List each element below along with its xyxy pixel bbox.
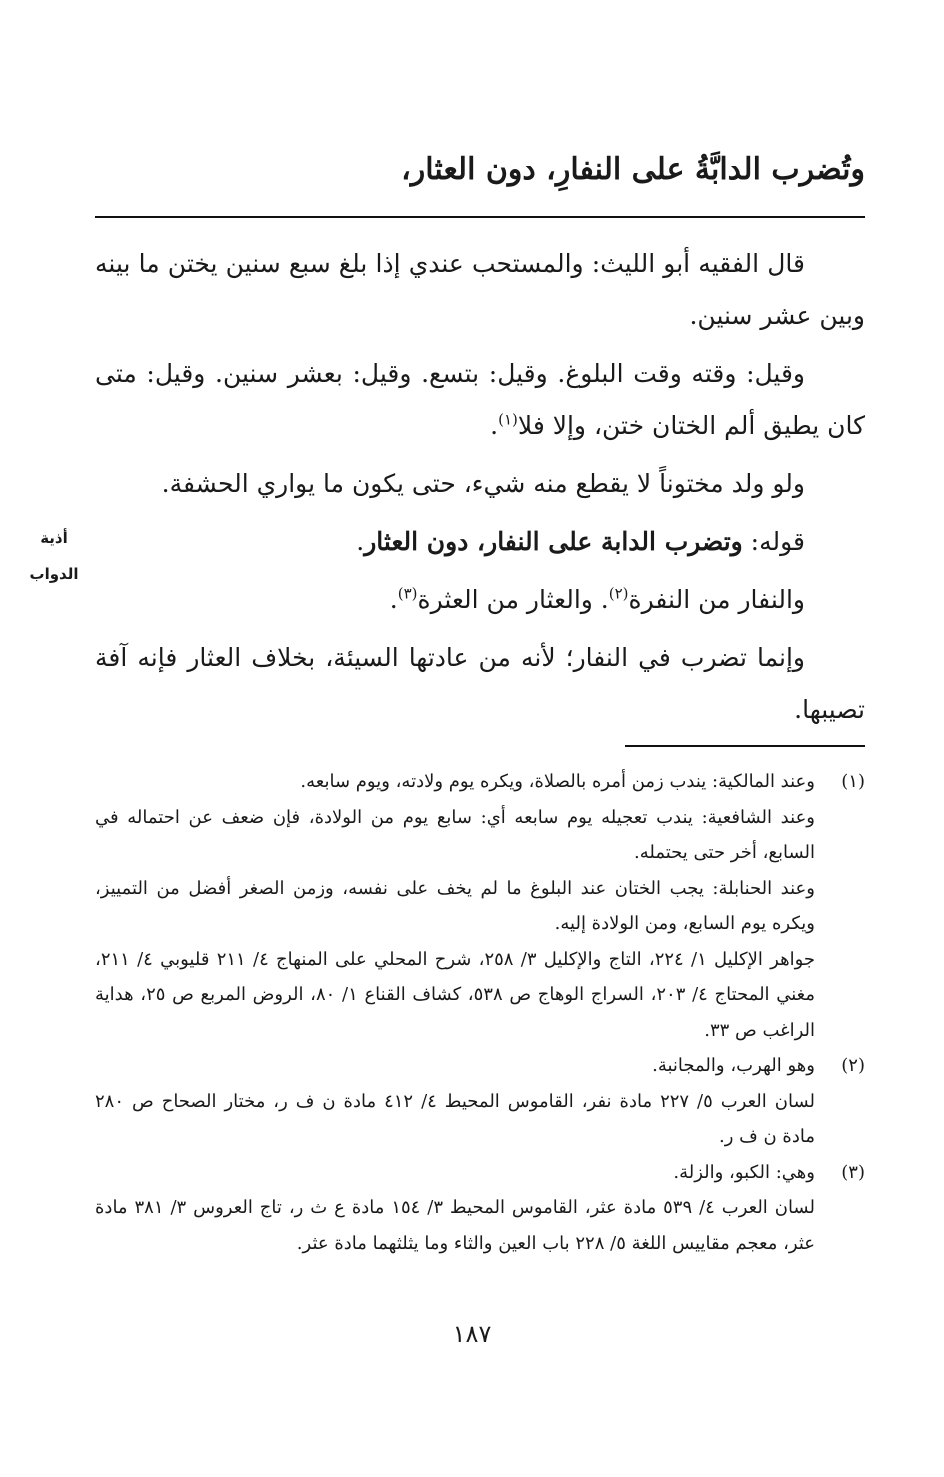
footnote-divider bbox=[625, 745, 865, 747]
footnote-ref-1[interactable]: (١) bbox=[498, 410, 518, 429]
footnote-1-line: وعند المالكية: يندب زمن أمره بالصلاة، ويكره يوم ولادته، ويوم سابعه. bbox=[300, 771, 815, 792]
footnote-2-line: لسان العرب ٥/ ٢٢٧ مادة نفر، القاموس المحيط ٤/ ٤١٢ مادة ن ف ر، مختار الصحاح ص ٢٨٠ مادة ن ف ر. bbox=[95, 1090, 815, 1147]
footnote-1-line: وعند الحنابلة: يجب الختان عند البلوغ ما لم يخف على نفسه، وزمن الصغر أفضل من التمييز، ويكره يوم السابع، ومن الولادة إليه. bbox=[95, 877, 815, 934]
main-text bbox=[95, 238, 865, 742]
footnote-3-line: وهي: الكبو، والزلة. bbox=[673, 1161, 815, 1183]
page-header-title: وتُضرب الدابَّةُ على النفارِ، دون العثار، bbox=[401, 152, 865, 187]
footnote-2-number: (٢) bbox=[841, 1055, 865, 1076]
footnote-1-line: وعند الشافعية: يندب تعجيله يوم سابعه أي: سابع يوم من الولادة، فإن ضعف عن احتماله في السابع، أخر حتى يحتمله. bbox=[95, 806, 815, 863]
paragraph-4 bbox=[95, 516, 865, 568]
footnote-ref-2[interactable]: (٢) bbox=[608, 584, 629, 603]
footnote-3-number: (٣) bbox=[841, 1161, 865, 1183]
margin-heading-line-2: الدواب bbox=[29, 565, 79, 583]
paragraph-2 bbox=[95, 348, 865, 452]
footnotes bbox=[95, 764, 865, 1261]
paragraph-2-end: . bbox=[490, 411, 499, 440]
footnote-3-line: لسان العرب ٤/ ٥٣٩ مادة عثر، القاموس المحيط ٣/ ١٥٤ مادة ع ث ر، تاج العروس ٣/ ٣٨١ مادة عثر، معجم مقاييس اللغة ٥/ ٢٢٨ باب العين والثاء وما يثلثهما مادة عثر. bbox=[95, 1197, 815, 1254]
footnote-1-number: (١) bbox=[841, 771, 865, 792]
footnote-1-line: جواهر الإكليل ١/ ٢٢٤، التاج والإكليل ٣/ ٢٥٨، شرح المحلي على المنهاج ٤/ ٢١١ قليوبي ٤/ ٢١١، مغني المحتاج ٤/ ٢٠٣، السراج الوهاج ص ٥٣٨، كشاف القناع ١/ ٨٠، الروض المربع ص ٢٥، هداية الراغب ص ٣٣. bbox=[95, 948, 815, 1041]
paragraph-5-end: . bbox=[389, 585, 398, 614]
margin-heading-line-1: أذية bbox=[40, 529, 68, 547]
paragraph-4-lead: قوله: bbox=[742, 527, 805, 556]
footnote-3 bbox=[95, 1155, 865, 1262]
footnote-ref-3[interactable]: (٣) bbox=[397, 584, 418, 603]
paragraph-6: وإنما تضرب في النفار؛ لأنه من عادتها السيئة، بخلاف العثار فإنه آفة تصيبها. bbox=[95, 643, 865, 724]
footnote-2-line: وهو الهرب، والمجانبة. bbox=[652, 1055, 815, 1076]
page-number: ١٨٧ bbox=[452, 1320, 492, 1348]
paragraph-1: قال الفقيه أبو الليث: والمستحب عندي إذا بلغ سبع سنين يختن ما بينه وبين عشر سنين. bbox=[95, 249, 865, 330]
footnote-2 bbox=[95, 1048, 865, 1155]
header-divider bbox=[95, 216, 865, 218]
paragraph-5 bbox=[95, 574, 865, 626]
paragraph-4-end: . bbox=[356, 527, 365, 556]
margin-heading bbox=[18, 520, 90, 592]
paragraph-5-b: . والعثار من العثرة bbox=[417, 585, 609, 614]
footnote-1 bbox=[95, 764, 865, 1048]
paragraph-5-a: والنفار من النفرة bbox=[628, 585, 805, 614]
paragraph-3: ولو ولد مختوناً لا يقطع منه شيء، حتى يكون ما يواري الحشفة. bbox=[161, 469, 805, 498]
paragraph-4-quote: وتضرب الدابة على النفار، دون العثار bbox=[364, 527, 743, 556]
paragraph-2-text: وقيل: وقته وقت البلوغ. وقيل: بتسع. وقيل: بعشر سنين. وقيل: متى كان يطيق ألم الختان ختن، وإلا فلا bbox=[95, 359, 865, 440]
